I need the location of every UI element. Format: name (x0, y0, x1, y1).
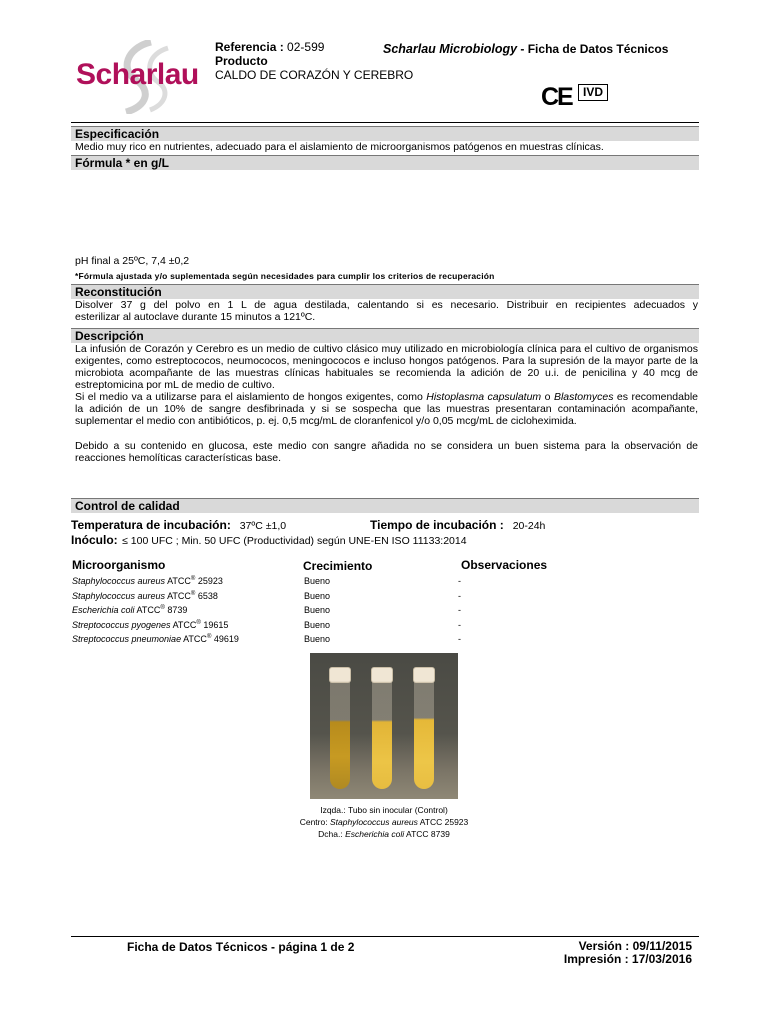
atcc-number: 25923 (197, 576, 223, 586)
section-header-quality-control: Control de calidad (71, 498, 699, 513)
logo-wordmark: Scharlau (76, 58, 199, 91)
atcc-label: ATCC (167, 590, 191, 601)
microorganism-cell (72, 576, 223, 586)
registered-mark: ® (160, 605, 165, 611)
specification-text: Medio muy rico en nutrientes, adecuado para el aislamiento de microorganismos patógenos en muestras clínicas. (75, 141, 604, 153)
photo-caption-line-2 (230, 816, 538, 828)
temperature-label: Temperatura de incubación: (71, 518, 231, 532)
footer-divider (71, 936, 699, 937)
growth-cell: Bueno (304, 634, 331, 644)
growth-cell: Bueno (304, 605, 331, 615)
section-header-reconstitution: Reconstitución (71, 284, 699, 299)
atcc-label: ATCC (183, 634, 207, 644)
atcc-number: 8739 (167, 605, 188, 615)
reference-label: Referencia : (215, 40, 284, 54)
column-header-microorganism: Microorganismo (72, 558, 166, 572)
caption-right-label: Dcha.: (318, 829, 346, 839)
header-divider (71, 122, 699, 123)
photo-caption-line-1: Izqda.: Tubo sin inocular (Control) (320, 805, 448, 815)
caption-center-strain: ATCC 25923 (417, 817, 469, 827)
inoculum (71, 531, 467, 549)
observation-cell: - (458, 619, 461, 630)
ivd-badge: IVD (578, 84, 608, 101)
product-label: Producto (215, 54, 268, 68)
growth-cell: Bueno (304, 590, 331, 601)
observation-cell: - (458, 605, 461, 615)
description-paragraph-3: Debido a su contenido en glucosa, este medio con sangre añadida no se considera un buen sistema para la observación de reacciones hemolíticas características base. (75, 440, 698, 464)
atcc-number: 49619 (213, 634, 239, 644)
document-type: - Ficha de Datos Técnicos (517, 42, 669, 56)
temperature-value: 37ºC ±1,0 (239, 520, 287, 532)
species-name: Staphylococcus aureus (72, 576, 166, 586)
registered-mark: ® (206, 634, 212, 640)
microorganism-cell (72, 620, 228, 630)
atcc-label: ATCC (167, 576, 191, 586)
caption-right-strain: ATCC 8739 (404, 829, 450, 839)
brand-name: Scharlau Microbiology (383, 42, 518, 56)
caption-center-label: Centro: (299, 817, 330, 827)
atcc-number: 19615 (203, 619, 229, 630)
section-header-description: Descripción (71, 328, 699, 343)
formula-note: *Fórmula ajustada y/o suplementada según necesidades para cumplir los criterios de recuperación (75, 271, 495, 281)
ph-value: pH final a 25ºC, 7,4 ±0,2 (75, 255, 190, 267)
footer-version: Versión : 09/11/2015 (578, 939, 692, 953)
atcc-label: ATCC (172, 619, 197, 630)
description-p2-text-a: Si el medio va a utilizarse para el aislamiento de hongos exigentes, como (75, 391, 427, 403)
description-paragraph-2 (75, 391, 698, 427)
scharlau-logo (76, 40, 206, 114)
reconstitution-line-2: esterilizar al autoclave durante 15 minutos a 121ºC. (75, 311, 316, 323)
species-histoplasma: Histoplasma capsulatum (426, 391, 542, 403)
registered-mark: ® (190, 576, 196, 582)
column-header-growth: Crecimiento (303, 559, 373, 573)
photo-caption-line-3 (230, 828, 538, 840)
observation-cell: - (458, 590, 461, 601)
microorganism-cell (72, 634, 239, 644)
growth-cell: Bueno (304, 619, 331, 630)
time-value: 20-24h (512, 520, 546, 532)
reconstitution-line-1: Disolver 37 g del polvo en 1 L de agua destilada, calentando si es necesario. Distribuir en recipientes adecuados y (75, 299, 698, 311)
growth-cell: Bueno (304, 576, 331, 586)
tube-escherichia (414, 681, 434, 789)
atcc-number: 6538 (197, 590, 218, 601)
tube-control (330, 681, 350, 789)
microorganism-cell (72, 591, 218, 601)
time-label: Tiempo de incubación : (370, 518, 504, 532)
caption-center-species: Staphylococcus aureus (329, 817, 418, 827)
caption-right-species: Escherichia coli (345, 829, 405, 839)
section-header-specification: Especificación (71, 126, 699, 141)
species-name: Escherichia coli (72, 605, 135, 615)
reference-value: 02-599 (287, 40, 325, 54)
footer-print-date: Impresión : 17/03/2016 (563, 952, 692, 966)
inoculum-value: ≤ 100 UFC ; Min. 50 UFC (Productividad) según UNE-EN ISO 11133:2014 (122, 535, 467, 547)
description-paragraph-1: La infusión de Corazón y Cerebro es un medio de cultivo clásico muy utilizado en microbiología clínica para el cultivo de organismos exigentes, como estreptococos, neumococos, meningococos e incluso hongos patógenos. Para la supresión de la mayor parte de la microbiota acompañante de las muestras clínicas habituales se recomienda la adición de 20 u.i. de penicilina y 40 mcg de estreptomicina por mL de medio de cultivo. (75, 343, 698, 391)
section-header-formula: Fórmula * en g/L (71, 155, 699, 170)
observation-cell: - (458, 576, 461, 586)
registered-mark: ® (190, 590, 196, 597)
species-blastomyces: Blastomyces (553, 391, 614, 403)
document-title (383, 42, 668, 56)
observation-cell: - (458, 634, 461, 644)
column-header-observations: Observaciones (461, 558, 548, 572)
inoculum-label: Inóculo: (71, 533, 118, 547)
species-name: Streptococcus pneumoniae (72, 634, 182, 644)
atcc-label: ATCC (136, 605, 161, 615)
product-name: CALDO DE CORAZÓN Y CEREBRO (215, 68, 414, 82)
footer-page-info: Ficha de Datos Técnicos - página 1 de 2 (127, 940, 355, 954)
culture-tubes-photo (310, 653, 458, 799)
description-p2-text-b: o (541, 391, 554, 403)
description-p2-text-c: es recomendable la adición de un 10% de sangre desfibrinada y si se sospecha que las muestras presentaran contaminación acompañante, suplementar el medio con antibióticos, p. ej. 0,5 mcg/mL de cloranfenicol y/o 0,05 mcg/mL de cicloheximida. (75, 391, 698, 427)
ce-mark-icon: CE (541, 83, 572, 111)
species-name: Streptococcus pyogenes (72, 619, 171, 630)
registered-mark: ® (196, 619, 201, 626)
species-name: Staphylococcus aureus (72, 590, 166, 601)
tube-staphylococcus (372, 681, 392, 789)
footer-dates (564, 940, 692, 966)
microorganism-cell (72, 605, 187, 615)
